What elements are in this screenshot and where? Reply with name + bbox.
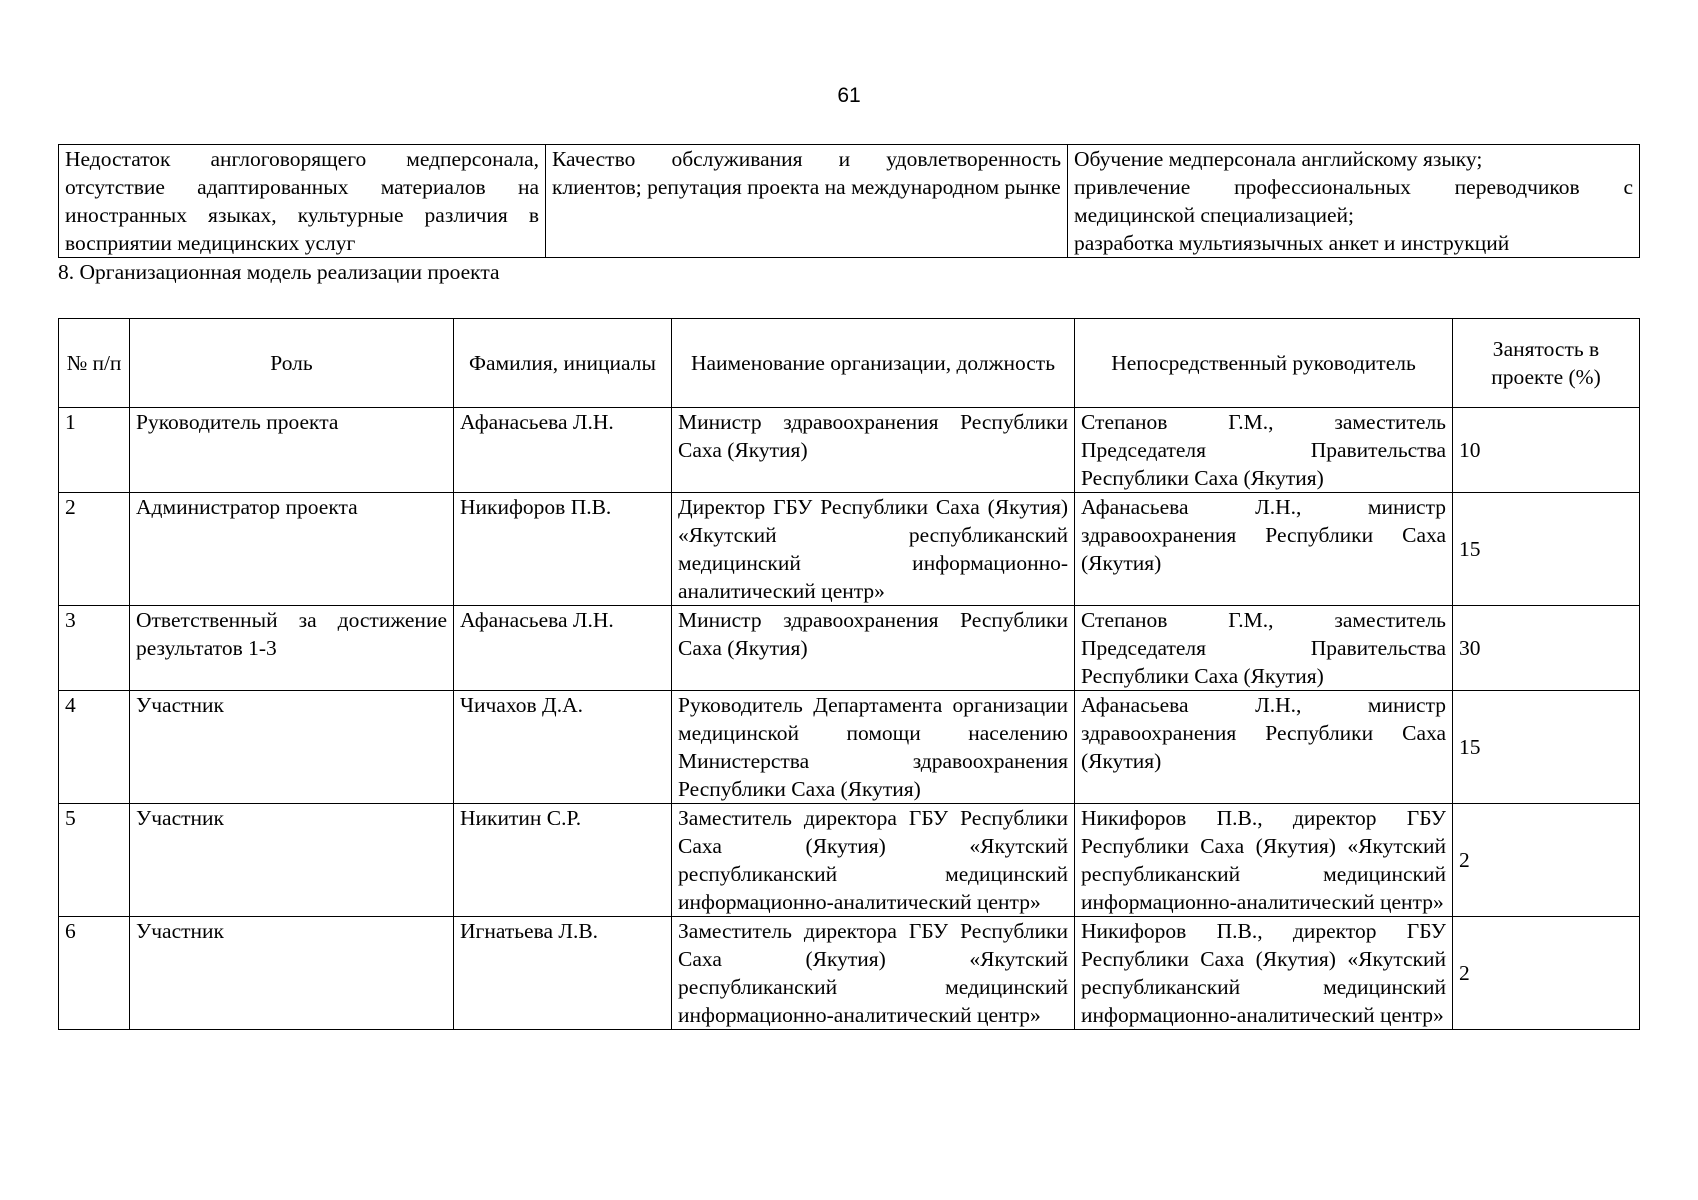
table-row [59,606,1640,691]
measures-cell [1068,145,1640,258]
table-header-row [59,319,1640,408]
row-supervisor: Степанов Г.М., заместитель Председателя Правительства Республики Саха (Якутия) [1075,408,1453,493]
section-heading: 8. Организационная модель реализации проекта [58,260,500,284]
row-role: Администратор проекта [130,493,454,606]
measure-line: Обучение медперсонала английскому языку; [1074,147,1483,171]
row-name: Никифоров П.В. [454,493,672,606]
row-name: Чичахов Д.А. [454,691,672,804]
header-name: Фамилия, инициалы [454,319,672,408]
row-num: 4 [59,691,130,804]
row-num: 2 [59,493,130,606]
row-employment: 15 [1453,691,1640,804]
table-row [59,493,1640,606]
row-role: Руководитель проекта [130,408,454,493]
header-employment: Занятость в проекте (%) [1453,319,1640,408]
row-supervisor: Никифоров П.В., директор ГБУ Республики Саха (Якутия) «Якутский республиканский медицинский информационно-аналитический центр» [1075,917,1453,1030]
row-supervisor: Афанасьева Л.Н., министр здравоохранения Республики Саха (Якутия) [1075,493,1453,606]
measure-line: привлечение профессиональных переводчиков с медицинской специализацией; [1074,175,1633,227]
table-row [59,691,1640,804]
table-row [59,408,1640,493]
row-employment: 30 [1453,606,1640,691]
risk-table [58,144,1640,258]
table-row [59,145,1640,258]
table-row [59,804,1640,917]
row-name: Никитин С.Р. [454,804,672,917]
row-employment: 15 [1453,493,1640,606]
row-role: Участник [130,691,454,804]
row-supervisor: Степанов Г.М., заместитель Председателя Правительства Республики Саха (Якутия) [1075,606,1453,691]
measure-line: разработка мультиязычных анкет и инструкций [1074,231,1510,255]
header-org: Наименование организации, должность [672,319,1075,408]
row-name: Игнатьева Л.В. [454,917,672,1030]
row-employment: 2 [1453,917,1640,1030]
row-num: 5 [59,804,130,917]
row-org: Заместитель директора ГБУ Республики Саха (Якутия) «Якутский республиканский медицинский информационно-аналитический центр» [672,804,1075,917]
row-name: Афанасьева Л.Н. [454,606,672,691]
row-org: Директор ГБУ Республики Саха (Якутия) «Якутский республиканский медицинский информационно-аналитический центр» [672,493,1075,606]
org-model-table [58,318,1640,1030]
row-org: Министр здравоохранения Республики Саха (Якутия) [672,408,1075,493]
row-org: Руководитель Департамента организации медицинской помощи населению Министерства здравоохранения Республики Саха (Якутия) [672,691,1075,804]
row-org: Заместитель директора ГБУ Республики Саха (Якутия) «Якутский республиканский медицинский информационно-аналитический центр» [672,917,1075,1030]
row-role: Участник [130,804,454,917]
header-role: Роль [130,319,454,408]
header-num: № п/п [59,319,130,408]
row-employment: 2 [1453,804,1640,917]
table-row [59,917,1640,1030]
impact-cell: Качество обслуживания и удовлетворенность клиентов; репутация проекта на международном рынке [546,145,1068,258]
row-name: Афанасьева Л.Н. [454,408,672,493]
row-num: 1 [59,408,130,493]
row-num: 3 [59,606,130,691]
row-supervisor: Никифоров П.В., директор ГБУ Республики Саха (Якутия) «Якутский республиканский медицинский информационно-аналитический центр» [1075,804,1453,917]
row-supervisor: Афанасьева Л.Н., министр здравоохранения Республики Саха (Якутия) [1075,691,1453,804]
page-number: 61 [837,84,861,107]
row-org: Министр здравоохранения Республики Саха (Якутия) [672,606,1075,691]
row-role: Участник [130,917,454,1030]
header-supervisor: Непосредственный руководитель [1075,319,1453,408]
row-num: 6 [59,917,130,1030]
risk-cell: Недостаток англоговорящего медперсонала, отсутствие адаптированных материалов на иностранных языках, культурные различия в восприятии медицинских услуг [59,145,546,258]
row-role: Ответственный за достижение результатов 1-3 [130,606,454,691]
row-employment: 10 [1453,408,1640,493]
